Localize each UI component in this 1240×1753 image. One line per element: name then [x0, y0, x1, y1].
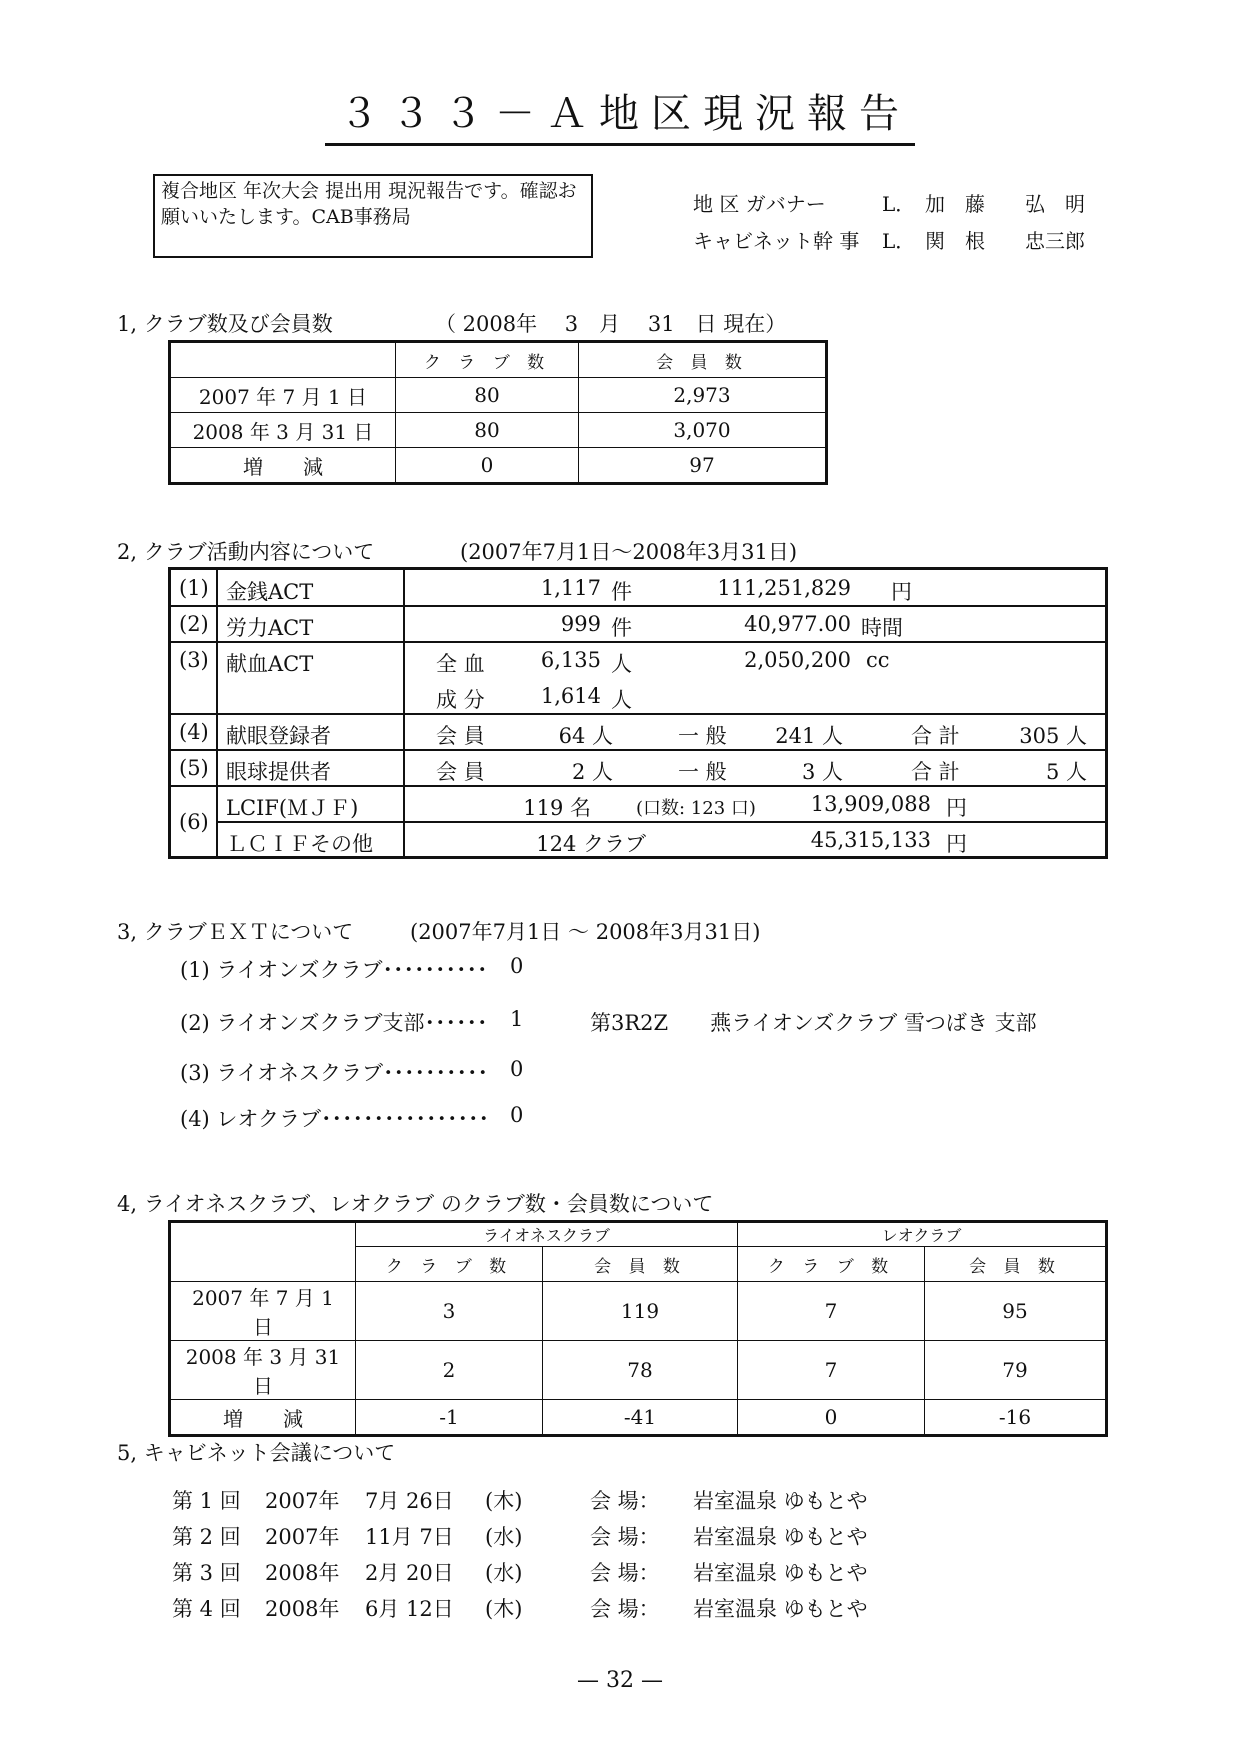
member-value: 2 人: [571, 760, 613, 784]
row-label: 2008 年 3 月 31 日: [170, 1341, 356, 1400]
row-number: (4): [179, 720, 209, 744]
row-number: (2): [179, 612, 209, 636]
row-label: 献眼登録者: [226, 724, 331, 748]
member-label: 会 員: [436, 724, 485, 748]
table-header-row: [170, 342, 827, 378]
meeting-no: 第 2 回: [172, 1525, 241, 1549]
meeting-year: 2007年: [265, 1489, 340, 1513]
table-row: [170, 1282, 1107, 1341]
total-value: 5 人: [1045, 760, 1087, 784]
member-value: 64 人: [558, 724, 613, 748]
count-value: 999: [560, 612, 601, 636]
venue: 岩室温泉 ゆもとや: [693, 1489, 868, 1513]
venue: 岩室温泉 ゆもとや: [693, 1525, 868, 1549]
meeting-date: 2月 20日: [365, 1561, 454, 1585]
meeting-date: 11月 7日: [365, 1525, 454, 1549]
club-member-table: [168, 340, 828, 485]
whole-blood-value: 6,135: [540, 648, 601, 672]
venue: 岩室温泉 ゆもとや: [693, 1597, 868, 1621]
row-label: 2007 年 7 月 1 日: [170, 378, 396, 413]
row-number: (3): [179, 648, 209, 672]
header-clubs: ク ラ ブ 数: [738, 1247, 925, 1282]
officer-role: キャビネット幹 事: [693, 229, 860, 253]
row-label: 増 減: [170, 1400, 356, 1436]
table-row: [170, 1341, 1107, 1400]
row-label: 眼球提供者: [226, 760, 331, 784]
cell-leo-clubs: 7: [738, 1282, 925, 1341]
cell-clubs: 0: [396, 448, 579, 484]
count-value: 119 名: [523, 796, 591, 820]
whole-blood-unit: 人: [611, 652, 632, 676]
header-blank: [170, 342, 396, 378]
row-number: (5): [179, 756, 209, 780]
officer-prefix: L．: [882, 192, 916, 216]
row-label: ＬＣＩＦその他: [226, 832, 373, 856]
venue-label: 会 場：: [590, 1597, 660, 1621]
row-number: (1): [179, 576, 209, 600]
cell-members: 97: [579, 448, 827, 484]
cell-lioness-members: 119: [543, 1282, 738, 1341]
header-blank: [170, 1222, 356, 1282]
officer-family: 関 根: [925, 229, 985, 253]
header-clubs: ク ラ ブ 数: [356, 1247, 543, 1282]
meeting-dow: (木): [485, 1597, 523, 1621]
venue: 岩室温泉 ゆもとや: [693, 1561, 868, 1585]
amount-value: 45,315,133: [810, 828, 931, 852]
header-members: 会 員 数: [579, 342, 827, 378]
section-4-heading: 4, ライオネスクラブ、レオクラブ のクラブ数・会員数について: [117, 1192, 714, 1216]
list-item-value: 0: [510, 1103, 524, 1127]
row-label: 労力ACT: [226, 616, 314, 640]
cell-lioness-clubs: -1: [356, 1400, 543, 1436]
cell-leo-clubs: 7: [738, 1341, 925, 1400]
row-label: 献血ACT: [226, 652, 314, 676]
section-5-heading: 5, キャビネット会議について: [117, 1441, 396, 1465]
amount-unit: 円: [891, 580, 912, 604]
count-value: 124 クラブ: [536, 832, 646, 856]
list-item-value: 0: [510, 1057, 524, 1081]
general-label: 一 般: [678, 760, 727, 784]
list-item-value: 0: [510, 954, 524, 978]
general-value: 3 人: [801, 760, 843, 784]
general-label: 一 般: [678, 724, 727, 748]
amount-value: 111,251,829: [717, 576, 851, 600]
section-3-period: (2007年7月1日 ～ 2008年3月31日): [410, 920, 761, 944]
component-unit: 人: [611, 688, 632, 712]
total-label: 合 計: [911, 724, 960, 748]
section-1-date: （ 2008年 3 月 31 日 現在）: [435, 312, 787, 336]
meeting-no: 第 3 回: [172, 1561, 241, 1585]
units-note: (口数: 123 口): [636, 798, 756, 819]
section-2-period: (2007年7月1日～2008年3月31日): [460, 540, 798, 564]
meeting-year: 2007年: [265, 1525, 340, 1549]
venue-label: 会 場：: [590, 1525, 660, 1549]
officer-given: 弘 明: [1025, 192, 1085, 216]
note-box: 複合地区 年次大会 提出用 現況報告です。確認お願いいたします。CAB事務局: [153, 174, 593, 258]
general-value: 241 人: [775, 724, 843, 748]
meeting-dow: (木): [485, 1489, 523, 1513]
amount-value: 2,050,200: [744, 648, 851, 672]
list-item-label: (1) ライオンズクラブ･･････････: [180, 958, 488, 982]
table-row: [170, 378, 827, 413]
cell-clubs: 80: [396, 413, 579, 448]
venue-label: 会 場：: [590, 1489, 660, 1513]
amount-unit: cc: [866, 648, 890, 672]
meeting-no: 第 4 回: [172, 1597, 241, 1621]
whole-blood-label: 全 血: [436, 652, 485, 676]
section-2-heading: 2, クラブ活動内容について: [117, 540, 375, 564]
meeting-dow: (水): [485, 1525, 523, 1549]
amount-unit: 時間: [861, 616, 903, 640]
meeting-dow: (水): [485, 1561, 523, 1585]
amount-unit: 円: [946, 832, 967, 856]
total-value: 305 人: [1019, 724, 1087, 748]
table-group-row: [170, 1222, 1107, 1247]
cell-leo-clubs: 0: [738, 1400, 925, 1436]
count-unit: 件: [611, 580, 632, 604]
row-label: LCIF(ＭＪＦ): [226, 796, 359, 820]
row-label: 増 減: [170, 448, 396, 484]
header-members: 会 員 数: [925, 1247, 1107, 1282]
count-value: 1,117: [540, 576, 601, 600]
officer-family: 加 藤: [925, 192, 985, 216]
row-label: 2007 年 7 月 1 日: [170, 1282, 356, 1341]
header-clubs: ク ラ ブ 数: [396, 342, 579, 378]
amount-unit: 円: [946, 796, 967, 820]
list-item-value: 1: [510, 1007, 524, 1031]
activity-table: [168, 567, 1108, 859]
cell-leo-members: -16: [925, 1400, 1107, 1436]
page-number: — 32 —: [577, 1668, 663, 1693]
header-members: 会 員 数: [543, 1247, 738, 1282]
cell-clubs: 80: [396, 378, 579, 413]
header-lioness: ライオネスクラブ: [356, 1222, 738, 1247]
cell-lioness-clubs: 3: [356, 1282, 543, 1341]
cell-lioness-members: 78: [543, 1341, 738, 1400]
meeting-year: 2008年: [265, 1561, 340, 1585]
meeting-year: 2008年: [265, 1597, 340, 1621]
cell-leo-members: 79: [925, 1341, 1107, 1400]
venue-label: 会 場：: [590, 1561, 660, 1585]
table-row: [170, 448, 827, 484]
lioness-leo-table: [168, 1220, 1108, 1437]
row-label: 金銭ACT: [226, 580, 314, 604]
component-value: 1,614: [540, 684, 601, 708]
header-leo: レオクラブ: [738, 1222, 1107, 1247]
cell-lioness-members: -41: [543, 1400, 738, 1436]
cell-lioness-clubs: 2: [356, 1341, 543, 1400]
table-row: [170, 413, 827, 448]
amount-value: 40,977.00: [744, 612, 851, 636]
row-label: 2008 年 3 月 31 日: [170, 413, 396, 448]
list-item-extra: 第3R2Z 燕ライオンズクラブ 雪つばき 支部: [590, 1011, 1037, 1035]
cell-leo-members: 95: [925, 1282, 1107, 1341]
list-item-label: (4) レオクラブ････････････････: [180, 1107, 490, 1131]
table-row: [170, 1400, 1107, 1436]
officer-role: 地 区 ガバナー: [693, 192, 826, 216]
section-3-heading: 3, クラブＥＸＴについて: [117, 920, 354, 944]
officer-given: 忠三郎: [1025, 229, 1085, 253]
count-unit: 件: [611, 616, 632, 640]
meeting-no: 第 1 回: [172, 1489, 241, 1513]
meeting-date: 6月 12日: [365, 1597, 454, 1621]
total-label: 合 計: [911, 760, 960, 784]
page-title: ３３３－Ａ地区現況報告: [0, 82, 1240, 139]
section-1-heading: 1, クラブ数及び会員数: [117, 312, 333, 336]
meeting-date: 7月 26日: [365, 1489, 454, 1513]
divider: [171, 713, 1105, 715]
list-item-label: (2) ライオンズクラブ支部･･････: [180, 1011, 488, 1035]
member-label: 会 員: [436, 760, 485, 784]
amount-value: 13,909,088: [810, 792, 931, 816]
officer-prefix: L．: [882, 229, 916, 253]
row-number: (6): [179, 810, 209, 834]
cell-members: 2,973: [579, 378, 827, 413]
cell-members: 3,070: [579, 413, 827, 448]
component-label: 成 分: [436, 688, 485, 712]
list-item-label: (3) ライオネスクラブ･･････････: [180, 1061, 488, 1085]
